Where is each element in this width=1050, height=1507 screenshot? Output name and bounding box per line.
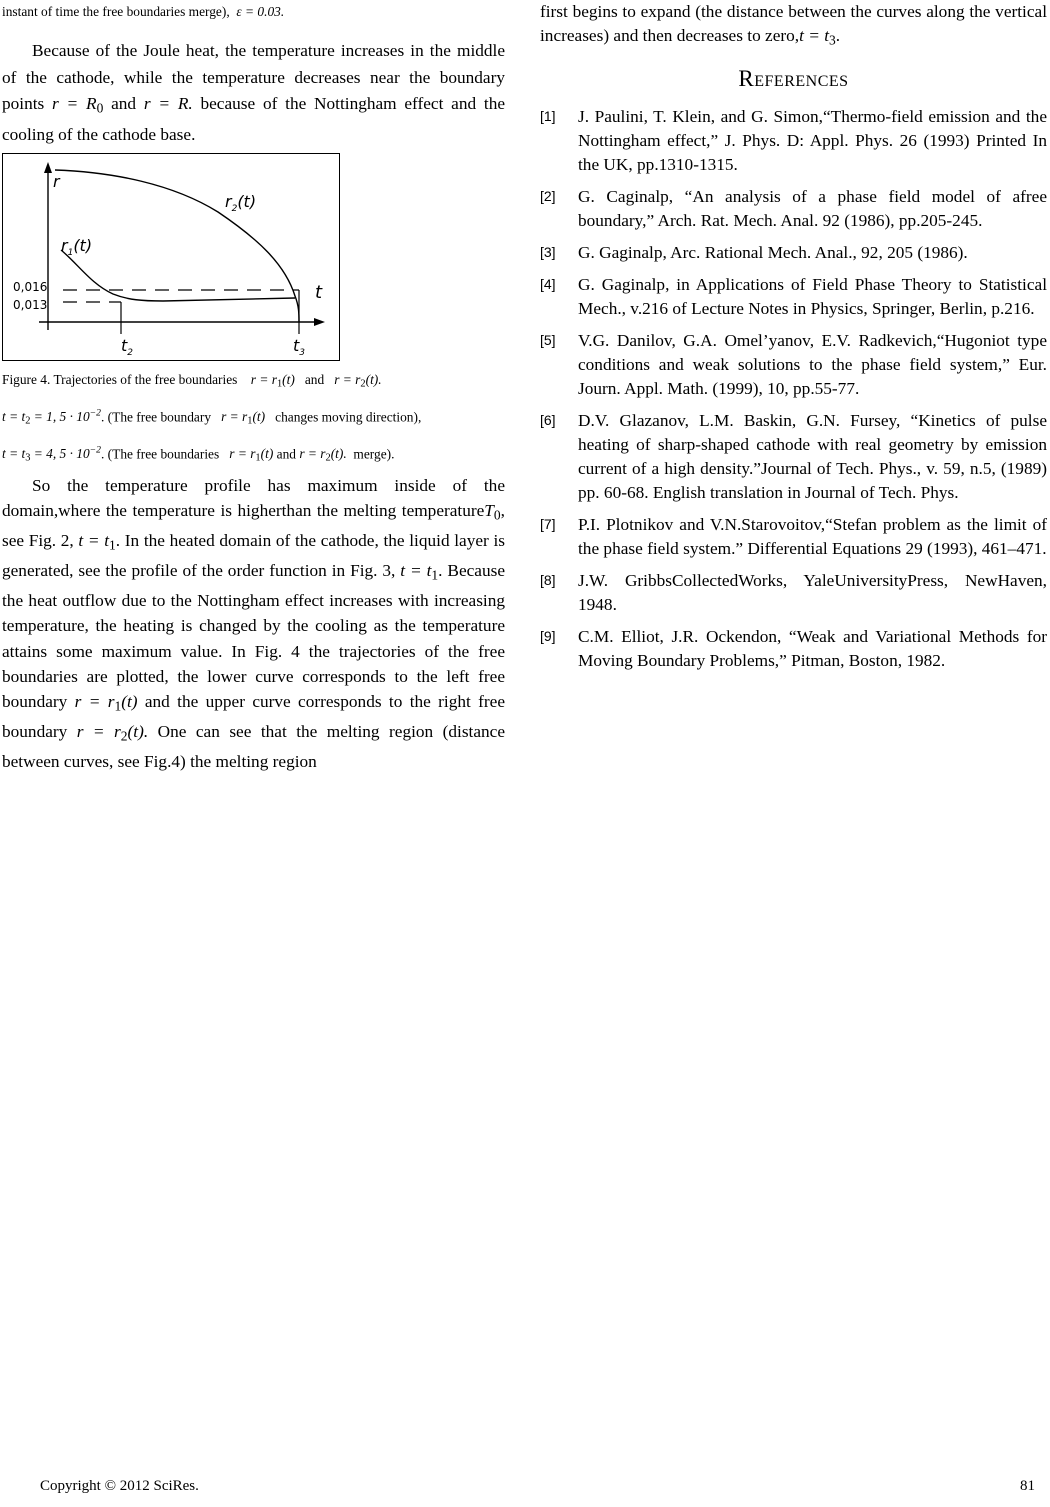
axis-label-t: t (315, 282, 323, 303)
reference-text: D.V. Glazanov, L.M. Baskin, G.N. Fursey, “Kinetics of pulse heating of sharp-shaped cathode with real geometry by emission current of a high density.”Journal of Tech. Phys., v. 59, n.5, (1989) pp. 60-68. English translation in Journal of Tech. Phys. (578, 411, 1047, 502)
figure-4-caption: Figure 4. Trajectories of the free boundaries $r = r_1(t)$ and $r = r_2(t)$. $t = t_2 = 1$, $5 \cdot 10^{-2}$. (The free boundary $r = r_1(t)$ changes moving direction), $t = t_3 = 4$, $5 \cdot 10^{-2}$. (The free boundaries $r = r_1(t)$ and $r = r_2(t)$. merge). (2, 372, 422, 464)
reference-text: V.G. Danilov, G.A. Omel’yanov, E.V. Radkevich,“Hugoniot type conditions and weak solutions to the phase field system,” Eur. Journ. Appl. Math. (1999), 10, pp.55-77. (578, 331, 1047, 398)
reference-item (540, 513, 1047, 561)
copyright-text: Copyright © 2012 SciRes. (40, 1478, 199, 1494)
reference-item (540, 329, 1047, 401)
reference-number: [7] (540, 516, 556, 532)
reference-item (540, 241, 1047, 265)
reference-number: [1] (540, 108, 556, 124)
axis-label-r: r (53, 172, 60, 191)
references-list (540, 105, 1047, 681)
reference-text: P.I. Plotnikov and V.N.Starovoitov,“Stefan problem as the limit of the phase field system.” Differential Equations 29 (1993), 461–471. (578, 515, 1047, 558)
reference-text: G. Gaginalp, in Applications of Field Phase Theory to Statistical Mech., v.216 of Lecture Notes in Physics, Springer, Berlin, p.216. (578, 275, 1047, 318)
reference-number: [4] (540, 276, 556, 292)
references-heading: References (738, 66, 849, 91)
reference-text: J.W. GribbsCollectedWorks, YaleUniversityPress, NewHaven, 1948. (578, 571, 1047, 614)
y-tick-0013: 0,013 (13, 298, 48, 312)
reference-item (540, 569, 1047, 617)
reference-text: G. Gaginalp, Arc. Rational Mech. Anal., 92, 205 (1986). (578, 243, 968, 262)
reference-number: [5] (540, 332, 556, 348)
r1-label: $r_1(t)$ (61, 236, 93, 259)
page-footer (40, 1478, 1035, 1495)
r2-label: $r_2(t)$ (225, 192, 257, 215)
continued-caption-line: instant of time the free boundaries merge), ε = 0.03. (2, 4, 285, 19)
reference-text: C.M. Elliot, J.R. Ockendon, “Weak and Variational Methods for Moving Boundary Problems,” Pitman, Boston, 1982. (578, 627, 1047, 670)
y-axis-arrow-icon (44, 162, 52, 173)
reference-item (540, 273, 1047, 321)
paragraph-joule-heat: Because of the Joule heat, the temperature increases in the middle of the cathode, while the temperature decreases near the boundary points $r = R_0$ and r = R. because of the Nottingham effect and the cooling of the cathode base. (2, 41, 506, 144)
reference-item (540, 105, 1047, 177)
reference-number: [3] (540, 244, 556, 260)
reference-number: [9] (540, 628, 556, 644)
t2-label: $t_2$ (121, 336, 134, 359)
epsilon-value: ε = 0.03. (236, 4, 285, 19)
x-axis-arrow-icon (314, 318, 325, 326)
page-number: 81 (1020, 1478, 1035, 1494)
figure-4-plot (2, 153, 340, 361)
r1-curve (61, 250, 295, 301)
paragraph-temperature-profile: So the temperature profile has maximum inside of the domain,where the temperature is higherthan the melting temperatureT$_0$, see Fig. 2, $t = t_1$. In the heated domain of the cathode, the liquid layer is generated, see the profile of the order function in Fig. 3, $t = t_1$. Because the heat outflow due to the Nottingham effect increases with increasing temperature, the heating is changed by the cooling as the temperature attains some maximum value. In Fig. 4 the trajectories of the free boundaries are plotted, the lower curve corresponds to the left free boundary $r = r_1(t)$ and the upper curve corresponds to the right free boundary $r = r_2(t)$. One can see that the melting region (distance between curves, see Fig.4) the melting region (2, 476, 506, 771)
reference-item (540, 625, 1047, 673)
reference-text: G. Caginalp, “An analysis of a phase field model of afree boundary,” Arch. Rat. Mech. Anal. 92 (1986), pp.205-245. (578, 187, 1047, 230)
reference-text: J. Paulini, T. Klein, and G. Simon,“Thermo-field emission and the Nottingham effect,” J. Phys. D: Appl. Phys. 26 (1993) Printed In the UK, pp.1310-1315. (578, 107, 1047, 174)
reference-number: [6] (540, 412, 556, 428)
reference-number: [2] (540, 188, 556, 204)
reference-item (540, 409, 1047, 505)
reference-number: [8] (540, 572, 556, 588)
paragraph-continuation: first begins to expand (the distance between the curves along the vertical increases) and then decreases to zero,t = $t_3$. (540, 2, 1047, 48)
t3-label: $t_3$ (293, 336, 306, 359)
y-tick-0016: 0,016 (13, 280, 48, 294)
reference-item (540, 185, 1047, 233)
